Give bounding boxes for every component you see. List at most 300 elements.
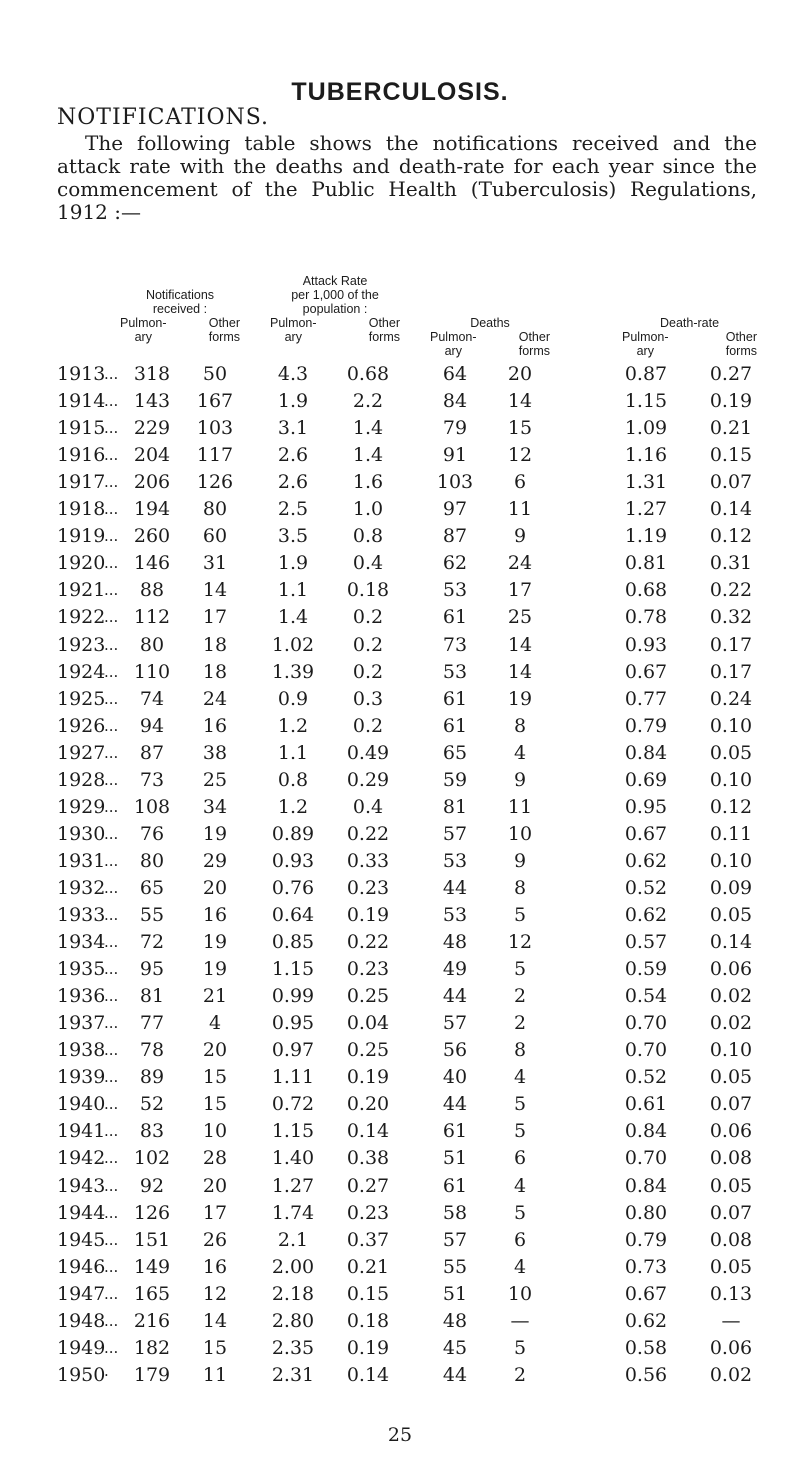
leader-dots: ... (104, 500, 119, 519)
cell-notif-other: 80 (202, 498, 228, 521)
cell-notif-other: 34 (202, 795, 228, 818)
leader-dots: ... (104, 906, 119, 924)
leader-dots: ... (104, 797, 119, 816)
cell-deaths-pulm: 55 (442, 1255, 468, 1278)
table-row (0, 525, 800, 549)
header-notif-other: Other forms (208, 316, 240, 344)
cell-attack-pulm: 1.11 (271, 1066, 315, 1089)
cell-deaths-pulm: 61 (442, 687, 468, 710)
cell-dr-pulm: 1.15 (624, 390, 668, 413)
cell-attack-pulm: 0.8 (277, 768, 309, 791)
year-cell: 1919 (57, 525, 106, 548)
table-row (0, 823, 800, 847)
cell-dr-pulm: 1.09 (624, 417, 668, 440)
cell-deaths-pulm: 40 (442, 1066, 468, 1089)
cell-attack-other: 0.2 (352, 606, 384, 629)
cell-notif-pulm: 83 (139, 1120, 165, 1143)
cell-notif-pulm: 151 (133, 1228, 171, 1251)
cell-notif-other: 19 (202, 822, 228, 845)
cell-notif-pulm: 110 (133, 660, 171, 683)
cell-attack-other: 1.4 (352, 417, 384, 440)
leader-dots: ... (104, 716, 119, 735)
cell-dr-pulm: 0.87 (624, 363, 668, 385)
cell-dr-pulm: 0.61 (624, 1093, 668, 1116)
cell-dr-pulm: 0.70 (624, 1012, 668, 1035)
cell-attack-pulm: 1.2 (277, 714, 309, 737)
cell-notif-pulm: 146 (133, 552, 171, 575)
cell-deaths-pulm: 53 (442, 849, 468, 872)
cell-notif-pulm: 126 (133, 1201, 171, 1224)
cell-attack-other: 0.37 (346, 1228, 390, 1251)
year-cell: 1920 (57, 552, 106, 575)
leader-dots: ... (104, 554, 119, 573)
cell-dr-other: 0.24 (709, 687, 753, 710)
year-cell: 1932 (57, 876, 106, 899)
page-number: 25 (387, 1424, 413, 1446)
cell-dr-pulm: 0.58 (624, 1336, 668, 1359)
cell-notif-other: 103 (196, 417, 234, 440)
cell-deaths-pulm: 48 (442, 931, 468, 954)
intro-text: The following table shows the notifications received and the attack rate with the deaths and death-rate for each year since the commencement of the Public Health (Tuberculosis) Regulations, 1912 :— (57, 131, 757, 224)
cell-dr-other: 0.05 (709, 904, 753, 926)
cell-dr-pulm: 0.70 (624, 1039, 668, 1062)
cell-attack-pulm: 0.95 (271, 1012, 315, 1035)
cell-deaths-other: 19 (507, 687, 533, 710)
cell-deaths-other: 14 (507, 660, 533, 683)
table-row (0, 1256, 800, 1280)
cell-attack-other: 0.29 (346, 768, 390, 791)
cell-notif-pulm: 108 (133, 795, 171, 818)
cell-attack-other: 0.14 (346, 1120, 390, 1143)
cell-dr-other: 0.06 (709, 958, 753, 981)
cell-dr-pulm: 1.31 (624, 471, 668, 494)
cell-attack-other: 0.23 (346, 1201, 390, 1224)
table-row (0, 1337, 800, 1361)
cell-notif-other: 11 (202, 1363, 228, 1386)
cell-attack-other: 0.18 (346, 579, 390, 602)
cell-deaths-other: 9 (513, 768, 527, 791)
year-cell: 1924 (57, 660, 106, 683)
cell-attack-pulm: 1.9 (277, 552, 309, 575)
leader-dots: ... (104, 1257, 119, 1276)
cell-dr-other: 0.27 (709, 363, 753, 385)
cell-deaths-pulm: 62 (442, 552, 468, 575)
cell-attack-pulm: 1.02 (271, 633, 315, 656)
cell-deaths-pulm: 91 (442, 444, 468, 467)
cell-attack-pulm: 2.6 (277, 444, 309, 467)
cell-notif-other: 31 (202, 552, 228, 575)
table-row (0, 850, 800, 874)
leader-dots: ... (104, 1230, 119, 1249)
cell-deaths-other: 11 (507, 795, 533, 818)
cell-notif-other: 50 (202, 363, 228, 385)
leader-dots: ... (104, 1149, 119, 1168)
cell-dr-pulm: 0.84 (624, 1174, 668, 1197)
cell-attack-pulm: 0.85 (271, 931, 315, 954)
cell-dr-other: 0.12 (709, 795, 753, 818)
cell-attack-other: 0.68 (346, 363, 390, 385)
table-row (0, 742, 800, 766)
cell-dr-pulm: 0.80 (624, 1201, 668, 1224)
cell-dr-pulm: 0.56 (624, 1363, 668, 1386)
cell-attack-pulm: 2.1 (277, 1228, 309, 1251)
cell-dr-other: 0.02 (709, 985, 753, 1008)
cell-dr-other: 0.02 (709, 1012, 753, 1035)
leader-dots: ... (104, 1041, 119, 1060)
cell-notif-pulm: 143 (133, 390, 171, 413)
year-cell: 1917 (57, 471, 106, 494)
cell-attack-other: 0.14 (346, 1363, 390, 1386)
cell-notif-pulm: 229 (133, 417, 171, 440)
cell-deaths-other: 14 (507, 390, 533, 413)
cell-attack-pulm: 1.1 (277, 579, 309, 602)
header-attack-rate: Attack Rate per 1,000 of the population : Pulmon- ary Other forms (270, 274, 400, 344)
leader-dots: ... (104, 770, 119, 789)
header-death-rate: Death-rate Pulmon- ary Other forms (622, 316, 757, 358)
year-cell: 1921 (57, 579, 106, 602)
cell-deaths-other: 10 (507, 1282, 533, 1305)
cell-notif-pulm: 80 (139, 633, 165, 656)
cell-dr-pulm: 1.16 (624, 444, 668, 467)
year-cell: 1925 (57, 687, 106, 710)
cell-deaths-other: 24 (507, 552, 533, 575)
cell-deaths-pulm: 45 (442, 1336, 468, 1359)
year-cell: 1937 (57, 1012, 106, 1035)
cell-attack-other: 0.3 (352, 687, 384, 710)
leader-dots: ... (104, 392, 119, 411)
cell-attack-other: 0.18 (346, 1309, 390, 1332)
cell-notif-pulm: 260 (133, 525, 171, 548)
cell-deaths-other: — (510, 1309, 530, 1332)
header-deaths: Deaths Pulmon- ary Other forms (430, 316, 550, 358)
header-dr-pulmonary: Pulmon- ary (622, 330, 669, 358)
leader-dots: ... (104, 581, 119, 600)
cell-deaths-pulm: 44 (442, 876, 468, 899)
cell-dr-pulm: 0.67 (624, 1282, 668, 1305)
cell-deaths-pulm: 53 (442, 579, 468, 602)
cell-attack-pulm: 3.1 (277, 417, 309, 440)
cell-dr-pulm: 0.52 (624, 1066, 668, 1089)
page-title: TUBERCULOSIS. (291, 78, 509, 106)
cell-dr-other: 0.11 (709, 822, 753, 845)
header-deaths-pulmonary: Pulmon- ary (430, 330, 477, 358)
header-dr-other: Other forms (725, 330, 757, 358)
table-row (0, 958, 800, 982)
year-cell: 1913 (57, 363, 106, 385)
leader-dots: ... (104, 473, 119, 492)
cell-attack-pulm: 0.9 (277, 687, 309, 710)
year-cell: 1930 (57, 822, 106, 845)
table-row (0, 1147, 800, 1171)
cell-dr-pulm: 0.57 (624, 931, 668, 954)
table-row (0, 715, 800, 739)
cell-dr-other: 0.19 (709, 390, 753, 413)
cell-deaths-other: 14 (507, 633, 533, 656)
cell-dr-other: 0.07 (709, 471, 753, 494)
cell-notif-other: 19 (202, 958, 228, 981)
cell-attack-pulm: 1.2 (277, 795, 309, 818)
cell-attack-other: 0.15 (346, 1282, 390, 1305)
cell-dr-other: 0.32 (709, 606, 753, 629)
cell-deaths-other: 5 (513, 904, 527, 926)
cell-notif-other: 21 (202, 985, 228, 1008)
cell-notif-pulm: 112 (133, 606, 171, 629)
table-row (0, 769, 800, 793)
table-row (0, 444, 800, 468)
cell-dr-other: 0.31 (709, 552, 753, 575)
leader-dots: ... (104, 878, 119, 897)
cell-dr-other: 0.14 (709, 498, 753, 521)
cell-notif-pulm: 216 (133, 1309, 171, 1332)
cell-attack-pulm: 1.4 (277, 606, 309, 629)
cell-notif-pulm: 72 (139, 931, 165, 954)
table-row (0, 1093, 800, 1117)
cell-deaths-other: 5 (513, 1093, 527, 1116)
table-row (0, 877, 800, 901)
cell-attack-other: 0.2 (352, 633, 384, 656)
cell-deaths-pulm: 79 (442, 417, 468, 440)
table-row (0, 417, 800, 441)
cell-deaths-other: 2 (513, 1363, 527, 1386)
cell-notif-other: 15 (202, 1093, 228, 1116)
cell-deaths-pulm: 65 (442, 741, 468, 764)
cell-dr-other: 0.05 (709, 1255, 753, 1278)
leader-dots: ... (104, 851, 119, 870)
cell-deaths-other: 4 (513, 1255, 527, 1278)
cell-deaths-other: 2 (513, 985, 527, 1008)
cell-dr-other: 0.10 (709, 1039, 753, 1062)
cell-attack-other: 0.19 (346, 1066, 390, 1089)
table-row (0, 1120, 800, 1144)
cell-deaths-pulm: 56 (442, 1039, 468, 1062)
table-row (0, 363, 800, 387)
leader-dots: ... (104, 662, 119, 681)
cell-attack-other: 0.21 (346, 1255, 390, 1278)
year-cell: 1918 (57, 498, 106, 521)
year-cell: 1922 (57, 606, 106, 629)
cell-deaths-other: 12 (507, 444, 533, 467)
leader-dots: ... (104, 446, 119, 465)
year-cell: 1928 (57, 768, 106, 791)
cell-attack-pulm: 1.74 (271, 1201, 315, 1224)
cell-deaths-other: 10 (507, 822, 533, 845)
leader-dots: ... (104, 1176, 119, 1195)
cell-deaths-pulm: 53 (442, 660, 468, 683)
cell-deaths-pulm: 97 (442, 498, 468, 521)
cell-deaths-other: 9 (513, 849, 527, 872)
leader-dots: ... (104, 1203, 119, 1222)
cell-deaths-other: 6 (513, 1147, 527, 1170)
cell-deaths-pulm: 53 (442, 904, 468, 926)
cell-attack-pulm: 2.35 (271, 1336, 315, 1359)
cell-notif-pulm: 77 (139, 1012, 165, 1035)
leader-dots: ... (104, 933, 119, 952)
cell-notif-other: 60 (202, 525, 228, 548)
year-cell: 1938 (57, 1039, 106, 1062)
cell-deaths-pulm: 61 (442, 606, 468, 629)
cell-deaths-pulm: 84 (442, 390, 468, 413)
cell-dr-other: 0.07 (709, 1093, 753, 1116)
cell-notif-pulm: 89 (139, 1066, 165, 1089)
cell-deaths-other: 12 (507, 931, 533, 954)
cell-deaths-pulm: 61 (442, 1174, 468, 1197)
cell-dr-pulm: 0.79 (624, 1228, 668, 1251)
table-row (0, 931, 800, 955)
table-row (0, 661, 800, 685)
cell-attack-pulm: 3.5 (277, 525, 309, 548)
cell-attack-other: 1.4 (352, 444, 384, 467)
cell-notif-other: 12 (202, 1282, 228, 1305)
cell-dr-pulm: 0.62 (624, 1309, 668, 1332)
table-row (0, 1229, 800, 1253)
cell-attack-other: 0.19 (346, 904, 390, 926)
cell-notif-other: 26 (202, 1228, 228, 1251)
year-cell: 1923 (57, 633, 106, 656)
cell-dr-other: 0.22 (709, 579, 753, 602)
year-cell: 1914 (57, 390, 106, 413)
cell-deaths-pulm: 59 (442, 768, 468, 791)
cell-notif-pulm: 92 (139, 1174, 165, 1197)
cell-deaths-pulm: 58 (442, 1201, 468, 1224)
leader-dots: ... (104, 365, 119, 383)
cell-dr-other: 0.08 (709, 1228, 753, 1251)
leader-dots: ... (104, 1122, 119, 1141)
year-cell: 1944 (57, 1201, 106, 1224)
cell-attack-pulm: 1.15 (271, 1120, 315, 1143)
cell-dr-other: — (721, 1309, 741, 1332)
cell-deaths-pulm: 57 (442, 822, 468, 845)
cell-attack-pulm: 4.3 (277, 363, 309, 385)
year-cell: 1935 (57, 958, 106, 981)
cell-dr-other: 0.10 (709, 768, 753, 791)
year-cell: 1933 (57, 904, 106, 926)
cell-notif-other: 17 (202, 1201, 228, 1224)
cell-attack-pulm: 0.89 (271, 822, 315, 845)
cell-attack-pulm: 1.40 (271, 1147, 315, 1170)
header-attack-pulmonary: Pulmon- ary (270, 316, 317, 344)
table-row (0, 634, 800, 658)
cell-notif-other: 16 (202, 904, 228, 926)
cell-attack-pulm: 0.76 (271, 876, 315, 899)
cell-deaths-pulm: 64 (442, 363, 468, 385)
leader-dots: ... (104, 743, 119, 762)
cell-attack-other: 1.0 (352, 498, 384, 521)
cell-dr-pulm: 0.69 (624, 768, 668, 791)
cell-attack-other: 0.22 (346, 822, 390, 845)
cell-notif-other: 14 (202, 1309, 228, 1332)
cell-deaths-other: 11 (507, 498, 533, 521)
cell-dr-other: 0.06 (709, 1120, 753, 1143)
header-deaths-other: Other forms (518, 330, 550, 358)
cell-dr-other: 0.10 (709, 714, 753, 737)
leader-dots: ... (104, 987, 119, 1006)
header-notif-pulmonary: Pulmon- ary (120, 316, 167, 344)
year-cell: 1936 (57, 985, 106, 1008)
cell-attack-other: 0.49 (346, 741, 390, 764)
cell-deaths-other: 5 (513, 1120, 527, 1143)
cell-attack-pulm: 2.80 (271, 1309, 315, 1332)
cell-deaths-other: 6 (513, 471, 527, 494)
cell-attack-pulm: 2.5 (277, 498, 309, 521)
cell-attack-other: 0.4 (352, 795, 384, 818)
cell-notif-other: 18 (202, 660, 228, 683)
leader-dots: · (104, 1365, 109, 1384)
year-cell: 1916 (57, 444, 106, 467)
cell-notif-pulm: 194 (133, 498, 171, 521)
cell-deaths-other: 4 (513, 741, 527, 764)
cell-notif-pulm: 165 (133, 1282, 171, 1305)
cell-attack-pulm: 1.39 (271, 660, 315, 683)
year-cell: 1949 (57, 1336, 106, 1359)
leader-dots: ... (104, 419, 119, 438)
cell-notif-other: 20 (202, 1174, 228, 1197)
cell-notif-pulm: 74 (139, 687, 165, 710)
table-row (0, 1012, 800, 1036)
table-row (0, 1202, 800, 1226)
cell-notif-other: 126 (196, 471, 234, 494)
table-row (0, 498, 800, 522)
cell-notif-other: 16 (202, 714, 228, 737)
cell-dr-pulm: 1.19 (624, 525, 668, 548)
cell-deaths-pulm: 51 (442, 1147, 468, 1170)
cell-dr-pulm: 0.95 (624, 795, 668, 818)
cell-deaths-pulm: 44 (442, 1363, 468, 1386)
cell-deaths-other: 25 (507, 606, 533, 629)
year-cell: 1946 (57, 1255, 106, 1278)
cell-dr-pulm: 0.67 (624, 822, 668, 845)
table-row (0, 688, 800, 712)
cell-deaths-pulm: 57 (442, 1012, 468, 1035)
cell-dr-pulm: 1.27 (624, 498, 668, 521)
cell-notif-pulm: 182 (133, 1336, 171, 1359)
year-cell: 1943 (57, 1174, 106, 1197)
table-row (0, 606, 800, 630)
year-cell: 1931 (57, 849, 106, 872)
year-cell: 1941 (57, 1120, 106, 1143)
year-cell: 1929 (57, 795, 106, 818)
year-cell: 1940 (57, 1093, 106, 1116)
leader-dots: ... (104, 527, 119, 546)
cell-attack-pulm: 0.99 (271, 985, 315, 1008)
cell-dr-pulm: 0.84 (624, 1120, 668, 1143)
cell-notif-other: 15 (202, 1336, 228, 1359)
cell-deaths-other: 8 (513, 876, 527, 899)
cell-attack-other: 0.23 (346, 958, 390, 981)
cell-deaths-pulm: 73 (442, 633, 468, 656)
cell-deaths-pulm: 87 (442, 525, 468, 548)
cell-notif-pulm: 55 (139, 904, 165, 926)
leader-dots: ... (104, 824, 119, 843)
cell-notif-other: 4 (208, 1012, 222, 1035)
cell-dr-pulm: 0.78 (624, 606, 668, 629)
cell-attack-other: 0.25 (346, 1039, 390, 1062)
cell-attack-other: 0.23 (346, 876, 390, 899)
cell-attack-other: 0.2 (352, 714, 384, 737)
cell-dr-pulm: 0.81 (624, 552, 668, 575)
table-row (0, 796, 800, 820)
cell-deaths-other: 6 (513, 1228, 527, 1251)
cell-attack-pulm: 0.72 (271, 1093, 315, 1116)
cell-notif-other: 10 (202, 1120, 228, 1143)
cell-dr-pulm: 0.52 (624, 876, 668, 899)
cell-dr-pulm: 0.70 (624, 1147, 668, 1170)
cell-deaths-pulm: 44 (442, 1093, 468, 1116)
cell-dr-other: 0.15 (709, 444, 753, 467)
cell-deaths-pulm: 103 (436, 471, 474, 494)
cell-dr-pulm: 0.79 (624, 714, 668, 737)
cell-attack-other: 0.27 (346, 1174, 390, 1197)
cell-notif-other: 16 (202, 1255, 228, 1278)
